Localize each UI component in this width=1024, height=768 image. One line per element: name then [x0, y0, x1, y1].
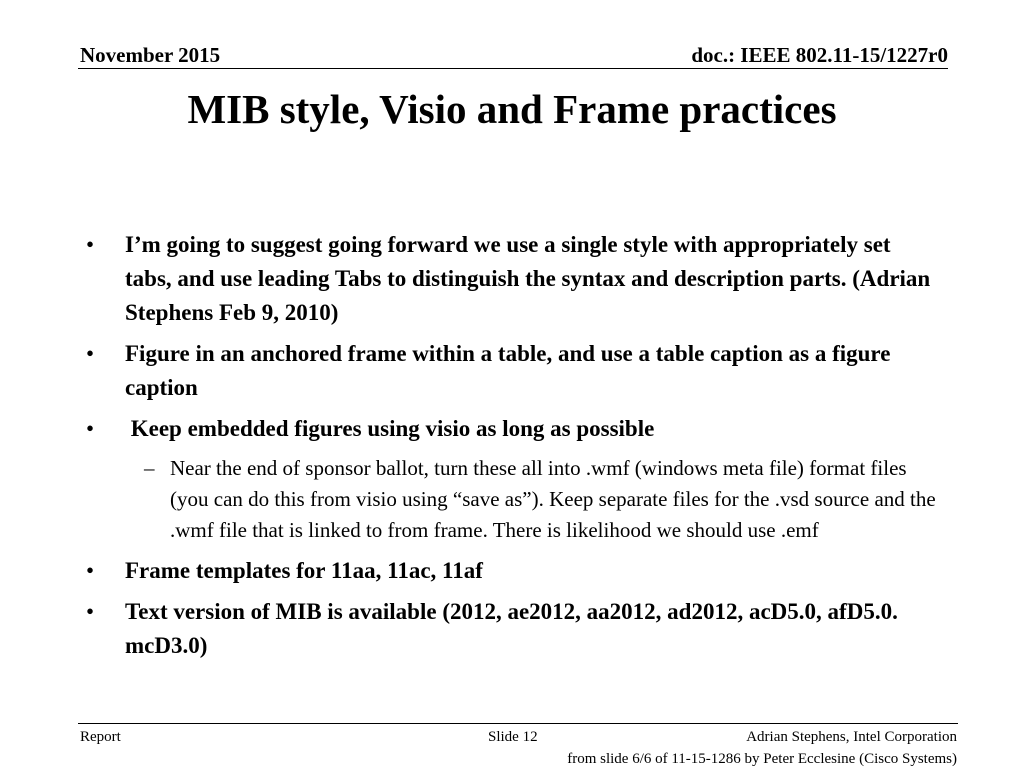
bullet-marker: • — [86, 599, 95, 624]
sub-bullet-marker: – — [144, 456, 155, 480]
sub-bullet-list — [80, 453, 940, 546]
bullet-marker: • — [86, 341, 95, 366]
bullet-item — [80, 595, 940, 663]
footer-author: Adrian Stephens, Intel Corporation — [746, 729, 957, 745]
bullet-marker: • — [86, 558, 95, 583]
footer-source-note: from slide 6/6 of 11-15-1286 by Peter Ecclesine (Cisco Systems) — [567, 751, 957, 767]
footer-divider — [78, 723, 958, 724]
bullet-text: Text version of MIB is available (2012, ae2012, aa2012, ad2012, acD5.0, afD5.0. mcD3.0) — [125, 599, 898, 658]
sub-bullet-item — [80, 453, 940, 546]
sub-bullet-text: Near the end of sponsor ballot, turn these all into .wmf (windows meta file) format files (you can do this from visio using “save as”). Keep separate files for the .vsd source and the .wmf file that is linked to from frame. There is likelihood we should use .emf — [170, 456, 936, 542]
header-divider — [78, 68, 948, 69]
bullet-item — [80, 337, 940, 405]
bullet-text: I’m going to suggest going forward we use a single style with appropriately set tabs, and use leading Tabs to distinguish the syntax and description parts. (Adrian Stephens Feb 9, 2010) — [125, 232, 931, 325]
bullet-item — [80, 412, 940, 446]
footer-slide-number: Slide 12 — [488, 729, 538, 745]
header-doc-id: doc.: IEEE 802.11-15/1227r0 — [691, 43, 948, 67]
slide-title: MIB style, Visio and Frame practices — [187, 86, 837, 132]
bullet-text: Figure in an anchored frame within a table, and use a table caption as a figure caption — [125, 341, 891, 400]
sub-bullet-group — [80, 453, 940, 546]
bullet-text: Frame templates for 11aa, 11ac, 11af — [125, 558, 483, 583]
bullet-item — [80, 554, 940, 588]
footer-report-label: Report — [80, 729, 121, 745]
bullet-item — [80, 228, 940, 330]
header-date: November 2015 — [80, 43, 221, 67]
bullet-marker: • — [86, 416, 95, 441]
bullet-text: Keep embedded figures using visio as long as possible — [125, 416, 655, 441]
bullet-marker: • — [86, 232, 95, 257]
bullet-list — [80, 228, 940, 670]
